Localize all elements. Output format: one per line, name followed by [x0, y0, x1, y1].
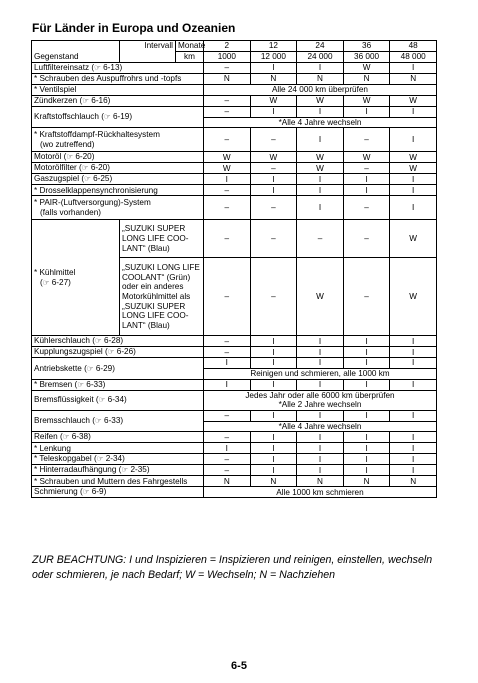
header-km-value: 36 000 [343, 52, 390, 63]
value-cell: N [297, 476, 344, 487]
reference-page: 6-20 [90, 163, 108, 173]
item-name: Motorölfilter [34, 163, 77, 173]
value-cell: W [204, 163, 251, 174]
item-label: * Hinterradaufhängung (☞ 2-35) [32, 465, 204, 476]
value-cell: – [204, 411, 251, 422]
item-label [32, 443, 204, 454]
reference-page: 6-20 [75, 152, 92, 162]
value-cell: N [390, 74, 437, 85]
item-name: * Teleskopgabel [34, 454, 92, 464]
item-name: Kühlerschlauch [34, 336, 90, 346]
coolant-type [120, 258, 204, 336]
header-km-value: 48 000 [390, 52, 437, 63]
page-number: 6-5 [231, 660, 247, 672]
value-cell: I [297, 128, 344, 152]
item-name: Zündkerzen [34, 96, 78, 106]
item-name: Schmierung [34, 487, 78, 497]
item-label: Kupplungszugspiel (☞ 6-26) [32, 347, 204, 358]
item-name: Bremsschlauch [34, 416, 90, 426]
item-name: * Hinterradaufhängung [34, 465, 117, 475]
header-km-value: 1000 [204, 52, 251, 63]
value-cell: – [250, 163, 297, 174]
span-cell: Reinigen und schmieren, alle 1000 km [204, 369, 437, 380]
item-note: (wo zutreffend) [40, 139, 95, 149]
value-cell: I [390, 454, 437, 465]
header-gegenstand: Gegenstand [32, 52, 120, 63]
item-name: * PAIR-(Luftversorgung)-System [34, 198, 151, 208]
value-cell: – [204, 258, 251, 336]
value-cell: I [390, 128, 437, 152]
item-label [32, 128, 204, 152]
value-cell: I [250, 347, 297, 358]
value-cell: W [343, 63, 390, 74]
item-label: Bremsschlauch (☞ 6-33) [32, 411, 204, 432]
item-label [32, 85, 204, 96]
value-cell: I [250, 411, 297, 422]
value-cell: I [297, 336, 344, 347]
value-cell: I [297, 465, 344, 476]
value-cell: I [343, 443, 390, 454]
item-label: Schmierung (☞ 6-9) [32, 487, 204, 498]
value-cell: I [250, 336, 297, 347]
reference-page: 6-33 [86, 379, 103, 389]
value-cell: I [297, 196, 344, 220]
header-km-value: 12 000 [250, 52, 297, 63]
book-reference-icon: ☞ [95, 416, 102, 426]
value-cell: – [297, 220, 344, 258]
header-blank [32, 41, 120, 52]
value-cell: I [390, 185, 437, 196]
book-reference-icon: ☞ [96, 454, 104, 464]
coolant-line: oder ein anderes [122, 282, 184, 292]
item-label [32, 196, 204, 220]
header-km: km [176, 52, 204, 63]
value-cell: – [343, 258, 390, 336]
value-cell: I [343, 379, 390, 390]
reference-page: 6-25 [93, 174, 110, 184]
value-cell: I [297, 454, 344, 465]
value-cell: I [390, 465, 437, 476]
item-name: Kupplungszugspiel [34, 347, 103, 357]
coolant-line: „SUZUKI SUPER [122, 301, 186, 311]
value-cell: – [204, 347, 251, 358]
reference-page: 6-28 [104, 336, 121, 346]
value-cell: W [297, 152, 344, 163]
coolant-line: Motorkühlmittel als [122, 292, 191, 301]
value-cell: – [204, 63, 251, 74]
value-cell: I [250, 465, 297, 476]
coolant-line: „SUZUKI LONG LIFE [122, 262, 200, 272]
value-cell: I [390, 174, 437, 185]
coolant-line: LONG LIFE COO- [122, 234, 189, 243]
value-cell: N [390, 476, 437, 487]
value-cell: – [204, 432, 251, 443]
header-km-value: 24 000 [297, 52, 344, 63]
value-cell: I [343, 411, 390, 422]
item-name: Antriebskette [34, 363, 82, 373]
value-cell: I [297, 347, 344, 358]
item-name: Motoröl [34, 152, 62, 162]
book-reference-icon: ☞ [82, 96, 89, 106]
value-cell: N [297, 74, 344, 85]
value-cell: N [250, 74, 297, 85]
book-reference-icon: ☞ [107, 347, 115, 357]
value-cell: – [204, 465, 251, 476]
book-reference-icon: ☞ [81, 163, 89, 173]
value-cell: I [390, 443, 437, 454]
value-cell: – [204, 220, 251, 258]
value-cell: I [250, 107, 297, 118]
value-cell: I [390, 336, 437, 347]
value-cell: I [297, 107, 344, 118]
value-cell: W [204, 152, 251, 163]
reference-page: 6-29 [95, 363, 113, 373]
value-cell: I [343, 336, 390, 347]
value-cell: W [343, 96, 390, 107]
value-cell: I [390, 379, 437, 390]
value-cell: – [204, 454, 251, 465]
value-cell: I [390, 347, 437, 358]
value-cell: – [204, 107, 251, 118]
item-label: Antriebskette (☞ 6-29) [32, 358, 204, 379]
value-cell: I [297, 174, 344, 185]
header-intervall: Intervall [120, 41, 176, 52]
reference-page: 2-35 [130, 465, 147, 475]
item-label: Kraftstoffschlauch (☞ 6-19) [32, 107, 204, 128]
value-cell: I [297, 63, 344, 74]
span-cell: Alle 1000 km schmieren [204, 487, 437, 498]
value-cell: I [297, 443, 344, 454]
maintenance-table [31, 40, 437, 498]
value-cell: – [343, 220, 390, 258]
item-name: * Ventilspiel [34, 85, 77, 95]
value-cell: N [343, 476, 390, 487]
item-label: Kühlerschlauch (☞ 6-28) [32, 336, 204, 347]
reference-page: 6-27 [51, 277, 69, 287]
value-cell: N [250, 476, 297, 487]
value-cell: I [343, 174, 390, 185]
value-cell: I [297, 358, 344, 369]
value-cell: I [297, 379, 344, 390]
value-cell: – [204, 96, 251, 107]
book-reference-icon: ☞ [82, 487, 90, 497]
item-label [32, 476, 204, 487]
reference-page: 6-13 [103, 63, 120, 73]
header-monate: Monate [176, 41, 204, 52]
value-cell: I [343, 107, 390, 118]
item-name: Bremsflüssigkeit [34, 395, 94, 405]
value-cell: W [390, 163, 437, 174]
item-name: * Kühlmittel [34, 268, 76, 278]
book-reference-icon: ☞ [77, 379, 84, 389]
value-cell: I [390, 432, 437, 443]
item-label: Zündkerzen (☞ 6-16) [32, 96, 204, 107]
item-name: Gaszugspiel [34, 174, 80, 184]
value-cell: I [297, 185, 344, 196]
coolant-line: „SUZUKI SUPER [122, 224, 186, 234]
header-month: 48 [390, 41, 437, 52]
reference-page: 6-26 [116, 347, 134, 357]
value-cell: I [250, 63, 297, 74]
value-cell: W [390, 96, 437, 107]
span-cell: *Alle 4 Jahre wechseln [204, 421, 437, 432]
value-cell: I [390, 107, 437, 118]
value-cell: W [250, 152, 297, 163]
value-cell: – [343, 196, 390, 220]
span-cell: *Alle 4 Jahre wechseln [204, 117, 437, 128]
value-cell: I [343, 185, 390, 196]
item-name: * Drosselklappensynchronisierung [34, 185, 158, 195]
value-cell: I [390, 196, 437, 220]
item-label [32, 74, 204, 85]
coolant-line: LANT“ (Blau) [122, 321, 170, 331]
value-cell: I [343, 465, 390, 476]
value-cell: – [343, 128, 390, 152]
value-cell: W [297, 163, 344, 174]
note-text: ZUR BEACHTUNG: I und Inspizieren = Inspizieren und reinigen, einstellen, wechseln oder schmieren, je nach Bedarf; W = Wechseln; N = Nachziehen [32, 554, 433, 581]
value-cell: I [250, 432, 297, 443]
reference-page: 6-9 [91, 487, 104, 497]
header-blank [120, 52, 176, 63]
page-title: Für Länder in Europa und Ozeanien [32, 21, 236, 35]
item-label: Bremsflüssigkeit (☞ 6-34) [32, 390, 204, 410]
value-cell: W [297, 258, 344, 336]
value-cell: I [250, 185, 297, 196]
header-month: 2 [204, 41, 251, 52]
book-reference-icon: ☞ [98, 395, 106, 405]
item-name: * Schrauben des Auspuffrohrs und -topfs [34, 74, 182, 84]
value-cell: W [390, 220, 437, 258]
item-label: * Kühlmittel (☞ 6-27) [32, 220, 120, 336]
coolant-type [120, 220, 204, 258]
value-cell: I [343, 347, 390, 358]
reference-page: 2-34 [105, 454, 123, 464]
header-month: 36 [343, 41, 390, 52]
span-cell: Alle 24 000 km überprüfen [204, 85, 437, 96]
item-label: Gaszugspiel (☞ 6-25) [32, 174, 204, 185]
value-cell: I [204, 174, 251, 185]
value-cell: – [204, 336, 251, 347]
item-note: (falls vorhanden) [40, 207, 101, 217]
value-cell: I [390, 63, 437, 74]
value-cell: – [250, 258, 297, 336]
value-cell: I [343, 358, 390, 369]
coolant-line: LANT“ (Blau) [122, 243, 170, 253]
value-cell: – [250, 196, 297, 220]
value-cell: N [343, 74, 390, 85]
book-reference-icon: ☞ [84, 174, 91, 184]
reference-page: 6-16 [91, 96, 108, 106]
value-cell: W [250, 96, 297, 107]
value-cell: – [204, 128, 251, 152]
reference-page: 6-38 [71, 432, 89, 442]
value-cell: I [250, 379, 297, 390]
reference-page: 6-19 [112, 112, 130, 122]
value-cell: W [297, 96, 344, 107]
item-name: Reifen [34, 432, 58, 442]
value-cell: I [250, 358, 297, 369]
value-cell: N [204, 476, 251, 487]
value-cell: – [250, 220, 297, 258]
item-label [32, 185, 204, 196]
value-cell: – [343, 163, 390, 174]
item-label: * Teleskopgabel (☞ 2-34) [32, 454, 204, 465]
value-cell: I [250, 174, 297, 185]
header-month: 24 [297, 41, 344, 52]
reference-page: 6-34 [107, 395, 125, 405]
book-reference-icon: ☞ [95, 336, 102, 346]
value-cell: I [297, 411, 344, 422]
book-reference-icon: ☞ [42, 277, 50, 287]
value-cell: – [204, 185, 251, 196]
value-cell: W [390, 258, 437, 336]
span-cell: *Alle 2 Jahre wechseln [204, 400, 437, 410]
value-cell: I [297, 432, 344, 443]
item-name: * Kraftstoffdampf-Rückhaltesystem [34, 130, 160, 140]
value-cell: I [390, 358, 437, 369]
book-reference-icon: ☞ [66, 152, 74, 162]
value-cell: I [204, 358, 251, 369]
value-cell: I [343, 432, 390, 443]
item-label: * Bremsen (☞ 6-33) [32, 379, 204, 390]
book-reference-icon: ☞ [86, 363, 94, 373]
value-cell: I [204, 443, 251, 454]
item-label: Motoröl (☞ 6-20) [32, 152, 204, 163]
item-name: * Schrauben und Muttern des Fahrgestells [34, 476, 188, 486]
item-label: Reifen (☞ 6-38) [32, 432, 204, 443]
book-reference-icon: ☞ [94, 63, 101, 73]
value-cell: W [390, 152, 437, 163]
value-cell: I [343, 454, 390, 465]
value-cell: I [204, 379, 251, 390]
value-cell: I [250, 443, 297, 454]
value-cell: W [343, 152, 390, 163]
coolant-line: LONG LIFE COO- [122, 311, 189, 321]
value-cell: I [250, 454, 297, 465]
value-cell: – [204, 196, 251, 220]
coolant-line: COOLANT“ (Grün) [122, 272, 191, 282]
item-label: Luftfiltereinsatz (☞ 6-13) [32, 63, 204, 74]
item-name: * Lenkung [34, 443, 71, 453]
value-cell: – [250, 128, 297, 152]
value-cell: I [390, 411, 437, 422]
reference-page: 6-33 [104, 416, 121, 426]
book-reference-icon: ☞ [62, 432, 70, 442]
item-name: Luftfiltereinsatz [34, 63, 90, 73]
item-name: * Bremsen [34, 379, 73, 389]
item-label: Motorölfilter (☞ 6-20) [32, 163, 204, 174]
item-name: Kraftstoffschlauch [34, 112, 99, 122]
book-reference-icon: ☞ [121, 465, 129, 475]
header-month: 12 [250, 41, 297, 52]
book-reference-icon: ☞ [103, 112, 111, 122]
value-cell: N [204, 74, 251, 85]
span-cell: Jedes Jahr oder alle 6000 km überprüfen [204, 390, 437, 400]
